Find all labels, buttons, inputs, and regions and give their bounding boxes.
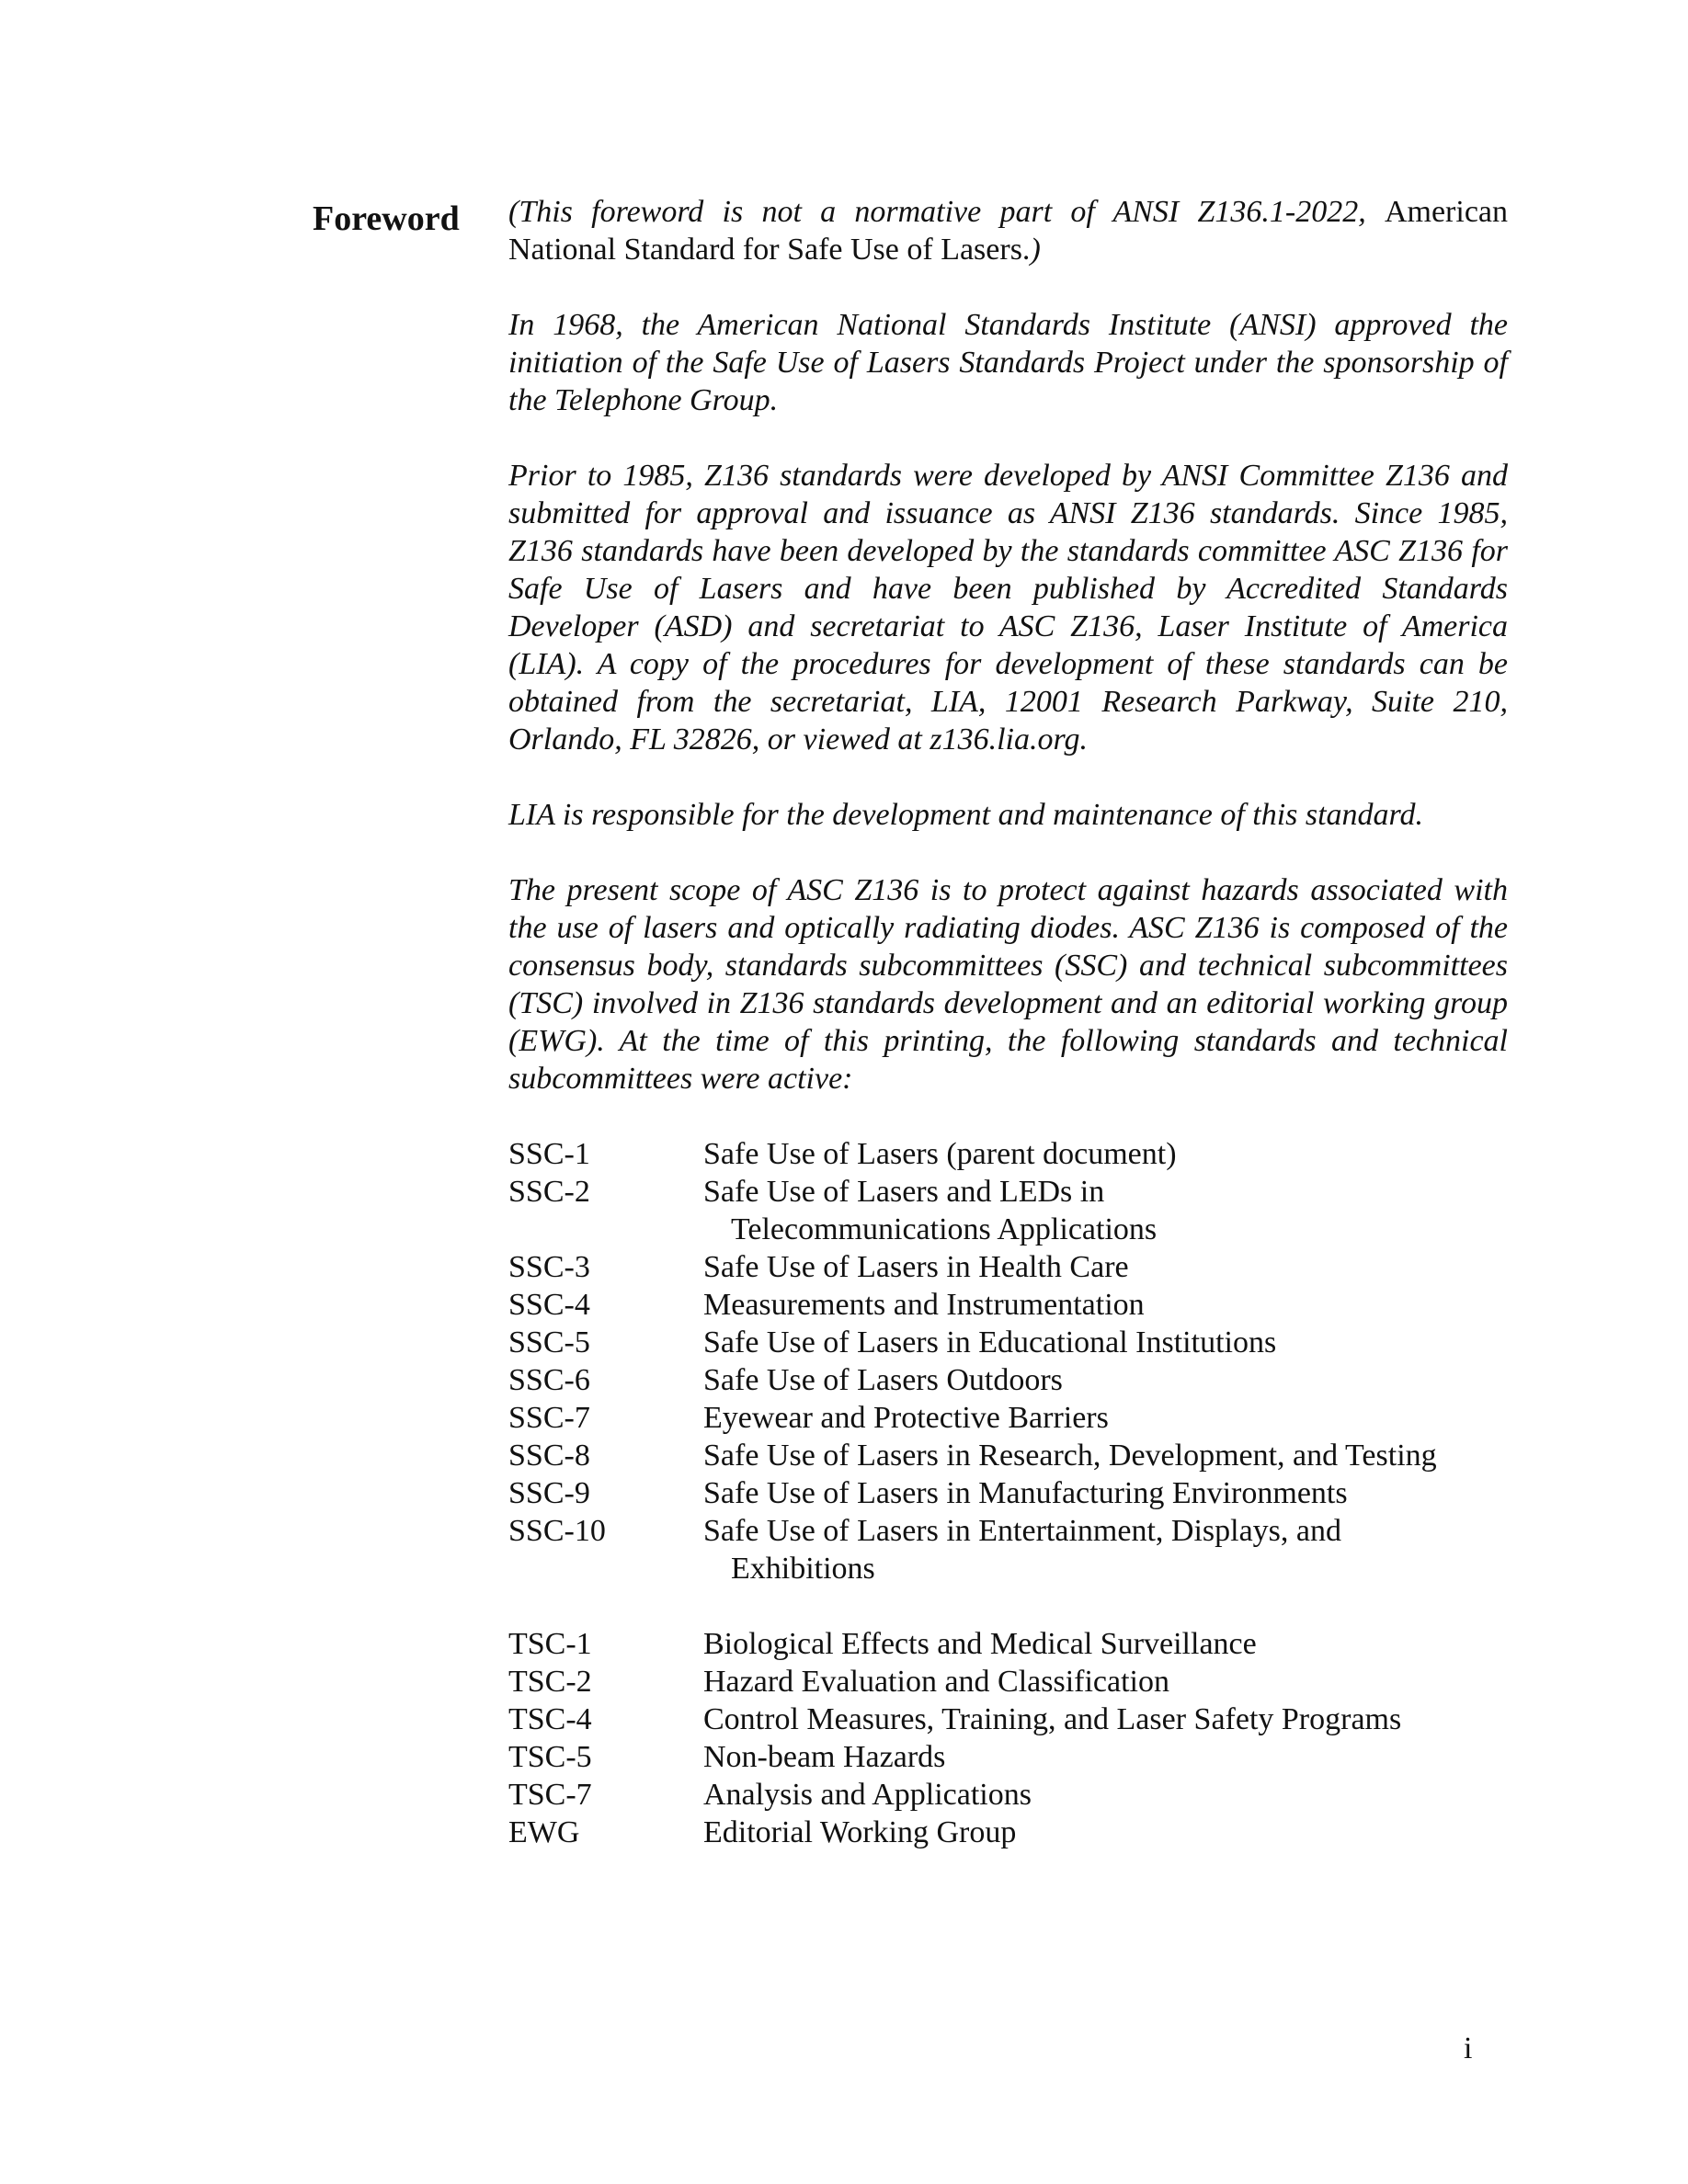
ssc-description-text: Safe Use of Lasers and LEDs in xyxy=(703,1175,1105,1209)
tsc-description xyxy=(703,1776,1508,1814)
ssc-row xyxy=(508,1324,1508,1361)
ssc-description-text: Safe Use of Lasers in Entertainment, Displays, and xyxy=(703,1514,1341,1548)
history-paragraph: In 1968, the American National Standards Institute (ANSI) approved the initiation of the Safe Use of Lasers Standards Project under the sponsorship of the Telephone Group. xyxy=(508,308,1508,417)
tsc-description-text: Analysis and Applications xyxy=(703,1778,1032,1812)
ssc-code: SSC-7 xyxy=(508,1401,590,1435)
tsc-code: TSC-7 xyxy=(508,1778,592,1812)
ssc-description-text: Safe Use of Lasers Outdoors xyxy=(703,1363,1063,1397)
ssc-row xyxy=(508,1512,1508,1587)
tsc-description xyxy=(703,1738,1508,1776)
ssc-row xyxy=(508,1173,1508,1248)
intro-closing: ) xyxy=(1030,233,1041,267)
foreword-body xyxy=(508,193,1508,1851)
ssc-description xyxy=(703,1324,1508,1361)
ssc-code: SSC-5 xyxy=(508,1325,590,1359)
tsc-row xyxy=(508,1663,1508,1701)
tsc-description xyxy=(703,1625,1508,1663)
ssc-description xyxy=(703,1437,1508,1474)
ssc-code: SSC-10 xyxy=(508,1514,606,1548)
ssc-code: SSC-2 xyxy=(508,1175,590,1209)
ssc-description-text: Safe Use of Lasers in Health Care xyxy=(703,1250,1129,1284)
list-spacer xyxy=(508,1587,1508,1625)
ssc-description-continuation: Exhibitions xyxy=(731,1552,875,1586)
ssc-description-text: Safe Use of Lasers in Educational Institutions xyxy=(703,1325,1277,1359)
ssc-code: SSC-4 xyxy=(508,1288,590,1322)
ssc-description xyxy=(703,1474,1508,1512)
page-number: i xyxy=(1464,2031,1473,2065)
scope-paragraph: The present scope of ASC Z136 is to protect against hazards associated with the use of lasers and optically radiating diodes. ASC Z136 is composed of the consensus body, standards subcommittees (SSC) and technical subcommittees (TSC) involved in Z136 standards development and an editorial working group (EWG). At the time of this printing, the following standards and technical subcommittees were active: xyxy=(508,873,1508,1096)
tsc-row xyxy=(508,1738,1508,1776)
ssc-row xyxy=(508,1399,1508,1437)
ssc-list xyxy=(508,1135,1508,1587)
intro-paragraph xyxy=(508,193,1508,268)
ssc-description xyxy=(703,1286,1508,1324)
tsc-description xyxy=(703,1663,1508,1701)
ssc-code: SSC-3 xyxy=(508,1250,590,1284)
ssc-row xyxy=(508,1361,1508,1399)
ssc-description xyxy=(703,1248,1508,1286)
development-paragraph: Prior to 1985, Z136 standards were developed by ANSI Committee Z136 and submitted for approval and issuance as ANSI Z136 standards. Since 1985, Z136 standards have been developed by the standards committee ASC Z136 for Safe Use of Lasers and have been published by Accredited Standards Developer (ASD) and secretariat to ASC Z136, Laser Institute of America (LIA). A copy of the procedures for development of these standards can be obtained from the secretariat, LIA, 12001 Research Parkway, Suite 210, Orlando, FL 32826, or viewed at z136.lia.org. xyxy=(508,459,1508,756)
tsc-row xyxy=(508,1625,1508,1663)
ssc-row xyxy=(508,1437,1508,1474)
tsc-description-text: Editorial Working Group xyxy=(703,1815,1017,1849)
section-heading: Foreword xyxy=(313,199,460,238)
ssc-code: SSC-6 xyxy=(508,1363,590,1397)
tsc-description-text: Hazard Evaluation and Classification xyxy=(703,1665,1169,1699)
ssc-description xyxy=(703,1512,1508,1587)
ssc-description-text: Safe Use of Lasers (parent document) xyxy=(703,1137,1177,1171)
intro-title: American National Standard for Safe Use of Lasers. xyxy=(508,195,1508,267)
tsc-description-text: Biological Effects and Medical Surveillance xyxy=(703,1627,1257,1661)
tsc-description-text: Non-beam Hazards xyxy=(703,1740,946,1774)
tsc-row xyxy=(508,1701,1508,1738)
responsibility-paragraph: LIA is responsible for the development and maintenance of this standard. xyxy=(508,798,1424,832)
ssc-description xyxy=(703,1173,1508,1248)
tsc-code: TSC-5 xyxy=(508,1740,592,1774)
ssc-code: SSC-1 xyxy=(508,1137,590,1171)
tsc-description-text: Control Measures, Training, and Laser Safety Programs xyxy=(703,1702,1402,1736)
ssc-description-text: Eyewear and Protective Barriers xyxy=(703,1401,1109,1435)
tsc-code: EWG xyxy=(508,1815,580,1849)
ssc-description-continuation: Telecommunications Applications xyxy=(731,1212,1158,1246)
intro-italic: (This foreword is not a normative part of ANSI Z136.1-2022, xyxy=(508,195,1385,229)
ssc-code: SSC-9 xyxy=(508,1476,590,1510)
tsc-description xyxy=(703,1814,1508,1851)
ssc-description xyxy=(703,1361,1508,1399)
ssc-row xyxy=(508,1248,1508,1286)
ssc-description-text: Measurements and Instrumentation xyxy=(703,1288,1145,1322)
ssc-description xyxy=(703,1399,1508,1437)
ssc-description-text: Safe Use of Lasers in Manufacturing Environments xyxy=(703,1476,1348,1510)
tsc-code: TSC-4 xyxy=(508,1702,592,1736)
ssc-row xyxy=(508,1286,1508,1324)
tsc-code: TSC-1 xyxy=(508,1627,592,1661)
ssc-description-text: Safe Use of Lasers in Research, Development, and Testing xyxy=(703,1439,1437,1473)
ssc-row xyxy=(508,1135,1508,1173)
ssc-code: SSC-8 xyxy=(508,1439,590,1473)
ssc-description xyxy=(703,1135,1508,1173)
ssc-row xyxy=(508,1474,1508,1512)
tsc-code: TSC-2 xyxy=(508,1665,592,1699)
tsc-row xyxy=(508,1814,1508,1851)
tsc-row xyxy=(508,1776,1508,1814)
tsc-list xyxy=(508,1625,1508,1851)
tsc-description xyxy=(703,1701,1508,1738)
